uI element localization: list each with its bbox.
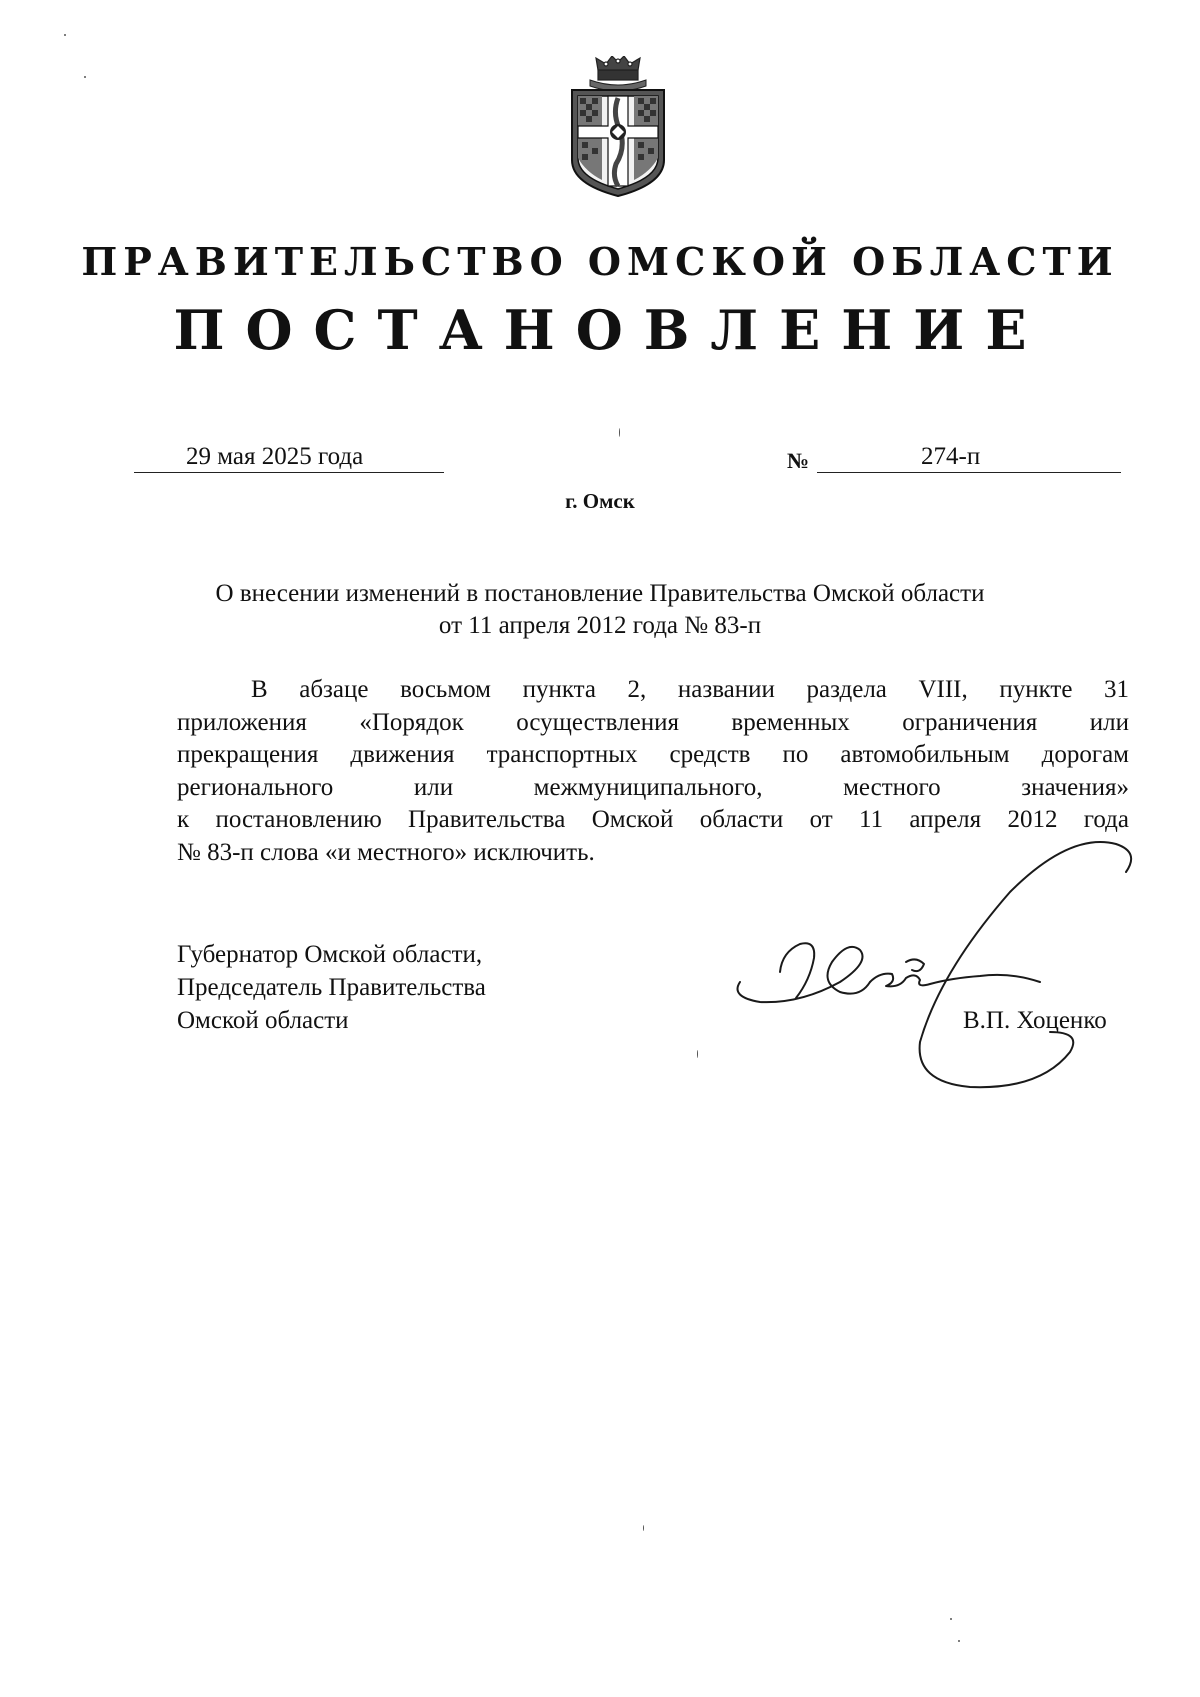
document-body bbox=[177, 674, 1129, 869]
signer-name: В.П. Хоценко bbox=[963, 1007, 1107, 1034]
date-field bbox=[134, 442, 444, 473]
city-label: г. Омск bbox=[565, 489, 635, 513]
coat-of-arms-icon bbox=[568, 56, 668, 198]
scan-speck bbox=[619, 428, 620, 437]
body-line: приложения «Порядок осуществления временных ограничения или bbox=[177, 708, 1129, 736]
organization-title: ПРАВИТЕЛЬСТВО ОМСКОЙ ОБЛАСТИ bbox=[81, 239, 1119, 284]
body-line: регионального или межмуниципального, местного значения» bbox=[177, 773, 1129, 801]
signer-position-line: Председатель Правительства bbox=[177, 974, 486, 1001]
number-field bbox=[817, 442, 1121, 473]
body-line: прекращения движения транспортных средств по автомобильным дорогам bbox=[177, 741, 1129, 768]
body-line: № 83-п слова «и местного» исключить. bbox=[177, 838, 595, 866]
scan-speck bbox=[950, 1618, 952, 1620]
scan-speck bbox=[84, 76, 86, 78]
document-type-heading: ПОСТАНОВЛЕНИЕ bbox=[173, 298, 1048, 362]
handwritten-signature-icon bbox=[720, 832, 1150, 1092]
body-line: В абзаце восьмом пункта 2, названии раздела VIII, пункте 31 bbox=[251, 676, 1129, 703]
document-date: 29 мая 2025 года bbox=[186, 443, 364, 470]
scan-speck bbox=[958, 1640, 960, 1642]
signer-position-line: Губернатор Омской области, bbox=[177, 941, 483, 968]
subject-line: О внесении изменений в постановление Правительства Омской области bbox=[215, 580, 985, 607]
body-line: к постановлению Правительства Омской области от 11 апреля 2012 года bbox=[177, 806, 1129, 833]
signer-position bbox=[177, 938, 486, 1037]
document-subject bbox=[150, 578, 1050, 642]
scan-speck bbox=[643, 1525, 644, 1531]
document-number: 274-п bbox=[921, 443, 981, 470]
signer-position-line: Омской области bbox=[177, 1007, 349, 1034]
subject-line: от 11 апреля 2012 года № 83-п bbox=[438, 612, 762, 639]
scan-speck bbox=[697, 1050, 698, 1058]
number-sign: № bbox=[787, 448, 810, 473]
scan-speck bbox=[64, 34, 66, 36]
